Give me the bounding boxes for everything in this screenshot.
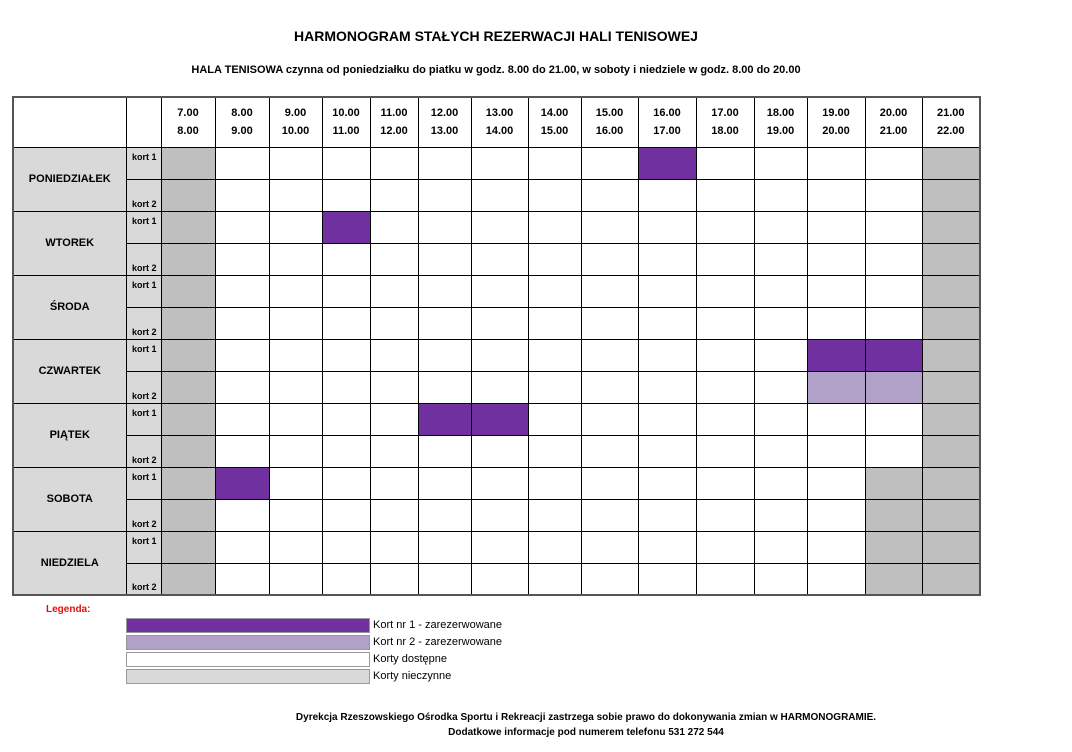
available-slot — [581, 499, 638, 531]
court2-reserved-slot — [865, 371, 922, 403]
closed-slot — [161, 435, 215, 467]
time-slot-to: 10.00 — [281, 125, 310, 138]
available-slot — [696, 275, 754, 307]
time-slot-header — [370, 97, 418, 147]
closed-slot — [922, 147, 980, 179]
available-slot — [754, 243, 807, 275]
closed-slot — [922, 339, 980, 371]
available-slot — [638, 467, 696, 499]
day-label: CZWARTEK — [13, 339, 126, 403]
available-slot — [696, 307, 754, 339]
available-slot — [322, 243, 370, 275]
available-slot — [581, 467, 638, 499]
available-slot — [269, 339, 322, 371]
closed-slot — [922, 435, 980, 467]
time-slot-header — [638, 97, 696, 147]
available-slot — [638, 435, 696, 467]
available-slot — [370, 179, 418, 211]
court1-reserved-slot — [807, 339, 865, 371]
time-slot-from: 9.00 — [284, 107, 307, 120]
available-slot — [754, 179, 807, 211]
available-slot — [754, 435, 807, 467]
court-label: kort 1 — [126, 531, 161, 563]
closed-slot — [161, 275, 215, 307]
available-slot — [471, 307, 528, 339]
court-label: kort 2 — [126, 307, 161, 339]
court1-reserved-slot — [215, 467, 269, 499]
time-slot-to: 19.00 — [766, 125, 795, 138]
court-label: kort 1 — [126, 403, 161, 435]
closed-slot — [865, 531, 922, 563]
page-subtitle: HALA TENISOWA czynna od poniedziałku do piatku w godz. 8.00 do 21.00, w soboty i niedziele w godz. 8.00 do 20.00 — [191, 64, 801, 76]
closed-slot — [922, 467, 980, 499]
available-slot — [865, 179, 922, 211]
available-slot — [269, 563, 322, 595]
closed-slot — [922, 371, 980, 403]
closed-slot — [161, 563, 215, 595]
available-slot — [807, 307, 865, 339]
available-slot — [528, 339, 581, 371]
available-slot — [215, 531, 269, 563]
available-slot — [370, 531, 418, 563]
available-slot — [581, 339, 638, 371]
closed-slot — [161, 179, 215, 211]
available-slot — [807, 179, 865, 211]
available-slot — [215, 499, 269, 531]
available-slot — [638, 499, 696, 531]
available-slot — [370, 467, 418, 499]
time-slot-from: 8.00 — [231, 107, 253, 120]
court-label: kort 2 — [126, 435, 161, 467]
available-slot — [638, 563, 696, 595]
available-slot — [370, 307, 418, 339]
available-slot — [370, 147, 418, 179]
available-slot — [638, 179, 696, 211]
page-title: HARMONOGRAM STAŁYCH REZERWACJI HALI TENISOWEJ — [294, 28, 698, 44]
time-slot-from: 20.00 — [879, 107, 908, 120]
closed-slot — [161, 499, 215, 531]
court1-reserved-slot — [865, 339, 922, 371]
legend-label: Korty nieczynne — [373, 670, 452, 682]
court-label: kort 1 — [126, 467, 161, 499]
available-slot — [865, 435, 922, 467]
closed-slot — [161, 371, 215, 403]
closed-slot — [161, 211, 215, 243]
time-slot-from: 21.00 — [936, 107, 965, 120]
time-slot-header — [696, 97, 754, 147]
available-slot — [754, 467, 807, 499]
available-slot — [528, 275, 581, 307]
available-slot — [581, 435, 638, 467]
court1-reserved-slot — [471, 403, 528, 435]
available-slot — [370, 563, 418, 595]
available-slot — [528, 531, 581, 563]
available-slot — [418, 435, 471, 467]
available-slot — [418, 499, 471, 531]
closed-slot — [922, 307, 980, 339]
available-slot — [581, 371, 638, 403]
time-slot-header — [418, 97, 471, 147]
available-slot — [322, 467, 370, 499]
time-slot-from: 11.00 — [380, 107, 408, 120]
available-slot — [215, 211, 269, 243]
available-slot — [754, 147, 807, 179]
available-slot — [269, 531, 322, 563]
time-slot-header — [807, 97, 865, 147]
time-slot-to: 13.00 — [430, 125, 459, 138]
legend-swatch — [126, 652, 370, 667]
available-slot — [471, 147, 528, 179]
time-slot-to: 14.00 — [485, 125, 514, 138]
available-slot — [418, 531, 471, 563]
available-slot — [322, 307, 370, 339]
closed-slot — [922, 531, 980, 563]
available-slot — [215, 435, 269, 467]
available-slot — [471, 243, 528, 275]
available-slot — [418, 179, 471, 211]
time-slot-to: 15.00 — [540, 125, 569, 138]
available-slot — [696, 499, 754, 531]
available-slot — [418, 211, 471, 243]
closed-slot — [922, 179, 980, 211]
available-slot — [696, 147, 754, 179]
available-slot — [807, 275, 865, 307]
available-slot — [638, 275, 696, 307]
available-slot — [215, 243, 269, 275]
available-slot — [581, 531, 638, 563]
available-slot — [269, 403, 322, 435]
available-slot — [638, 211, 696, 243]
available-slot — [215, 179, 269, 211]
court-label: kort 1 — [126, 339, 161, 371]
closed-slot — [922, 403, 980, 435]
available-slot — [754, 563, 807, 595]
available-slot — [528, 179, 581, 211]
court-label: kort 2 — [126, 563, 161, 595]
legend-title: Legenda: — [46, 604, 91, 615]
time-slot-to: 12.00 — [380, 125, 408, 138]
available-slot — [471, 371, 528, 403]
available-slot — [696, 339, 754, 371]
court1-reserved-slot — [322, 211, 370, 243]
time-slot-to: 18.00 — [711, 125, 739, 138]
footer-note: Dyrekcja Rzeszowskiego Ośrodka Sportu i Rekreacji zastrzega sobie prawo do dokonywania zmian w HARMONOGRAMIE. — [295, 712, 877, 723]
available-slot — [322, 371, 370, 403]
closed-slot — [922, 243, 980, 275]
available-slot — [215, 307, 269, 339]
available-slot — [269, 307, 322, 339]
available-slot — [471, 339, 528, 371]
available-slot — [581, 563, 638, 595]
time-slot-from: 19.00 — [822, 107, 850, 120]
available-slot — [269, 179, 322, 211]
closed-slot — [865, 499, 922, 531]
available-slot — [528, 499, 581, 531]
available-slot — [696, 211, 754, 243]
time-slot-from: 15.00 — [595, 107, 624, 120]
closed-slot — [161, 403, 215, 435]
day-label: PIĄTEK — [13, 403, 126, 467]
available-slot — [269, 147, 322, 179]
available-slot — [528, 211, 581, 243]
closed-slot — [161, 339, 215, 371]
time-slot-header — [161, 97, 215, 147]
time-slot-from: 13.00 — [485, 107, 514, 120]
available-slot — [418, 275, 471, 307]
court-label: kort 1 — [126, 147, 161, 179]
available-slot — [322, 499, 370, 531]
available-slot — [581, 403, 638, 435]
available-slot — [370, 339, 418, 371]
available-slot — [215, 563, 269, 595]
legend-swatch — [126, 669, 370, 684]
available-slot — [322, 179, 370, 211]
available-slot — [418, 563, 471, 595]
available-slot — [807, 243, 865, 275]
closed-slot — [922, 211, 980, 243]
day-label: PONIEDZIAŁEK — [13, 147, 126, 211]
available-slot — [418, 307, 471, 339]
day-label: WTOREK — [13, 211, 126, 275]
available-slot — [322, 563, 370, 595]
time-slot-from: 12.00 — [430, 107, 459, 120]
available-slot — [581, 275, 638, 307]
available-slot — [528, 563, 581, 595]
available-slot — [807, 499, 865, 531]
closed-slot — [161, 147, 215, 179]
time-slot-to: 8.00 — [177, 125, 199, 138]
available-slot — [754, 307, 807, 339]
available-slot — [865, 211, 922, 243]
time-slot-header — [865, 97, 922, 147]
time-slot-header — [322, 97, 370, 147]
header-corner — [13, 97, 126, 147]
available-slot — [754, 531, 807, 563]
available-slot — [807, 403, 865, 435]
available-slot — [581, 179, 638, 211]
closed-slot — [161, 243, 215, 275]
available-slot — [370, 435, 418, 467]
available-slot — [528, 371, 581, 403]
available-slot — [322, 531, 370, 563]
closed-slot — [865, 563, 922, 595]
available-slot — [269, 211, 322, 243]
court-label: kort 2 — [126, 243, 161, 275]
available-slot — [370, 275, 418, 307]
time-slot-header — [528, 97, 581, 147]
available-slot — [696, 371, 754, 403]
legend-label: Korty dostępne — [373, 653, 447, 665]
court1-reserved-slot — [638, 147, 696, 179]
available-slot — [696, 531, 754, 563]
legend-label: Kort nr 2 - zarezerwowane — [373, 636, 502, 648]
available-slot — [215, 147, 269, 179]
available-slot — [754, 211, 807, 243]
available-slot — [471, 435, 528, 467]
available-slot — [638, 307, 696, 339]
legend-swatch — [126, 635, 370, 650]
time-slot-from: 17.00 — [711, 107, 739, 120]
time-slot-to: 21.00 — [879, 125, 908, 138]
available-slot — [418, 243, 471, 275]
available-slot — [322, 435, 370, 467]
time-slot-header — [754, 97, 807, 147]
available-slot — [807, 211, 865, 243]
available-slot — [638, 531, 696, 563]
available-slot — [471, 499, 528, 531]
available-slot — [696, 403, 754, 435]
available-slot — [807, 435, 865, 467]
available-slot — [269, 243, 322, 275]
time-slot-from: 10.00 — [332, 107, 360, 120]
available-slot — [370, 499, 418, 531]
time-slot-to: 11.00 — [332, 125, 360, 138]
time-slot-header — [581, 97, 638, 147]
available-slot — [865, 307, 922, 339]
available-slot — [418, 147, 471, 179]
available-slot — [865, 403, 922, 435]
schedule-table — [12, 96, 981, 596]
available-slot — [322, 147, 370, 179]
time-slot-header — [922, 97, 980, 147]
available-slot — [471, 467, 528, 499]
available-slot — [370, 211, 418, 243]
available-slot — [638, 371, 696, 403]
available-slot — [269, 275, 322, 307]
available-slot — [370, 371, 418, 403]
available-slot — [807, 147, 865, 179]
available-slot — [754, 339, 807, 371]
available-slot — [807, 531, 865, 563]
time-slot-header — [215, 97, 269, 147]
available-slot — [215, 371, 269, 403]
available-slot — [807, 467, 865, 499]
available-slot — [528, 147, 581, 179]
available-slot — [370, 403, 418, 435]
available-slot — [754, 371, 807, 403]
available-slot — [471, 211, 528, 243]
time-slot-to: 9.00 — [231, 125, 253, 138]
available-slot — [528, 307, 581, 339]
available-slot — [269, 371, 322, 403]
court-label: kort 2 — [126, 499, 161, 531]
available-slot — [581, 147, 638, 179]
available-slot — [528, 403, 581, 435]
legend-label: Kort nr 1 - zarezerwowane — [373, 619, 502, 631]
available-slot — [865, 243, 922, 275]
available-slot — [638, 339, 696, 371]
court-label: kort 1 — [126, 211, 161, 243]
available-slot — [696, 467, 754, 499]
available-slot — [471, 531, 528, 563]
time-slot-header — [471, 97, 528, 147]
footer-contact: Dodatkowe informacje pod numerem telefonu 531 272 544 — [448, 727, 724, 738]
available-slot — [269, 467, 322, 499]
available-slot — [322, 275, 370, 307]
available-slot — [215, 339, 269, 371]
available-slot — [581, 243, 638, 275]
closed-slot — [161, 531, 215, 563]
closed-slot — [865, 467, 922, 499]
time-slot-from: 14.00 — [540, 107, 569, 120]
available-slot — [269, 435, 322, 467]
time-slot-to: 16.00 — [595, 125, 624, 138]
available-slot — [471, 563, 528, 595]
available-slot — [322, 403, 370, 435]
available-slot — [215, 275, 269, 307]
closed-slot — [922, 499, 980, 531]
available-slot — [754, 275, 807, 307]
available-slot — [865, 275, 922, 307]
available-slot — [696, 563, 754, 595]
court-label: kort 2 — [126, 179, 161, 211]
available-slot — [696, 179, 754, 211]
available-slot — [471, 275, 528, 307]
time-slot-from: 18.00 — [766, 107, 795, 120]
closed-slot — [161, 307, 215, 339]
available-slot — [471, 179, 528, 211]
closed-slot — [161, 467, 215, 499]
day-label: SOBOTA — [13, 467, 126, 531]
time-slot-to: 20.00 — [822, 125, 850, 138]
court-label: kort 1 — [126, 275, 161, 307]
day-label: ŚRODA — [13, 275, 126, 339]
time-slot-to: 17.00 — [653, 125, 681, 138]
available-slot — [696, 243, 754, 275]
closed-slot — [922, 563, 980, 595]
closed-slot — [922, 275, 980, 307]
available-slot — [581, 307, 638, 339]
time-slot-header — [269, 97, 322, 147]
available-slot — [807, 563, 865, 595]
available-slot — [754, 499, 807, 531]
available-slot — [370, 243, 418, 275]
time-slot-from: 16.00 — [653, 107, 681, 120]
available-slot — [528, 435, 581, 467]
available-slot — [418, 467, 471, 499]
available-slot — [696, 435, 754, 467]
available-slot — [322, 339, 370, 371]
court1-reserved-slot — [418, 403, 471, 435]
available-slot — [754, 403, 807, 435]
legend-swatch — [126, 618, 370, 633]
available-slot — [418, 371, 471, 403]
day-label: NIEDZIELA — [13, 531, 126, 595]
available-slot — [865, 147, 922, 179]
available-slot — [638, 243, 696, 275]
court2-reserved-slot — [807, 371, 865, 403]
available-slot — [528, 467, 581, 499]
court-label: kort 2 — [126, 371, 161, 403]
time-slot-to: 22.00 — [936, 125, 965, 138]
available-slot — [418, 339, 471, 371]
available-slot — [215, 403, 269, 435]
available-slot — [581, 211, 638, 243]
available-slot — [269, 499, 322, 531]
available-slot — [638, 403, 696, 435]
time-slot-from: 7.00 — [177, 107, 199, 120]
header-corner — [126, 97, 161, 147]
available-slot — [528, 243, 581, 275]
